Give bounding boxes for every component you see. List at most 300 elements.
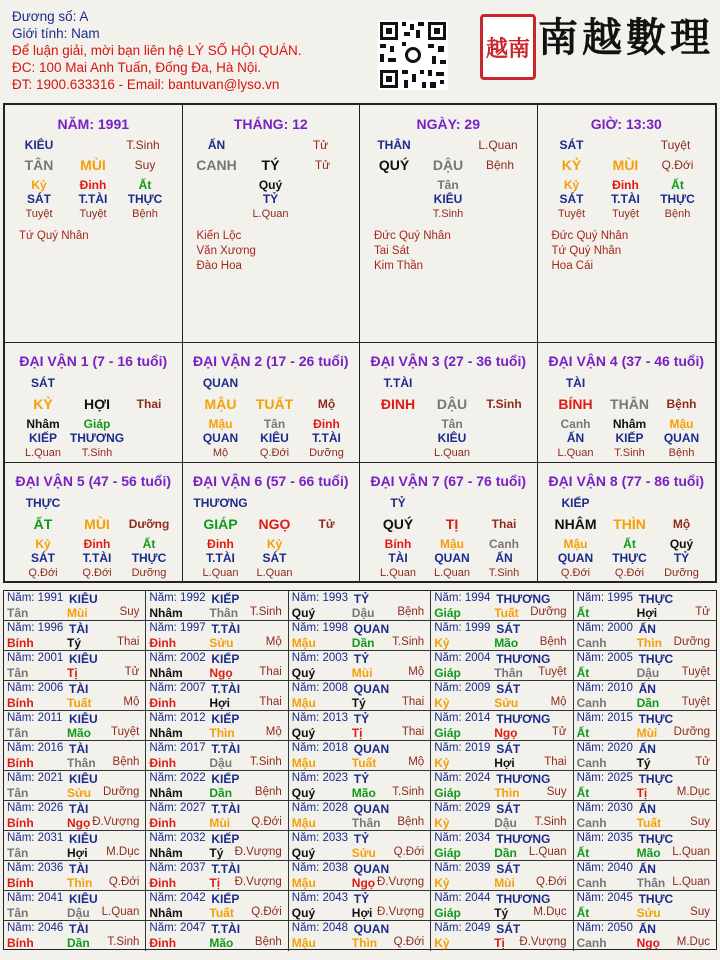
year-branch: Sửu xyxy=(351,846,376,860)
year-cell[interactable] xyxy=(574,891,716,921)
year-cell[interactable] xyxy=(289,801,431,831)
year-stem: Mậu xyxy=(291,936,316,950)
dai-van-title: ĐẠI VẬN 6 (57 - 66 tuổi) xyxy=(192,473,349,489)
year-stage: Thai xyxy=(401,726,425,738)
dai-van-branch: TỊ xyxy=(445,516,459,532)
year-label: Năm: 2012 xyxy=(149,712,206,724)
year-branch: Tị xyxy=(351,726,363,740)
year-stem: Nhâm xyxy=(149,666,183,680)
year-branch: Hợi xyxy=(351,906,373,920)
year-god: KIẾP xyxy=(211,592,240,606)
year-stage: Dưỡng xyxy=(673,726,710,738)
hidden-god: KIÊU xyxy=(433,192,463,206)
year-label: Năm: 2028 xyxy=(291,802,349,814)
year-cell[interactable] xyxy=(146,831,288,861)
hidden-stage: Dưỡng xyxy=(664,567,699,579)
year-cell[interactable] xyxy=(574,801,716,831)
year-branch: Dần xyxy=(209,786,233,800)
year-god: QUAN xyxy=(353,742,390,756)
year-cell[interactable] xyxy=(4,681,146,711)
year-label: Năm: 2002 xyxy=(149,652,206,664)
dai-van-stem: BÍNH xyxy=(558,396,593,412)
hidden-stage: L.Quan xyxy=(433,567,471,579)
year-label: Năm: 2015 xyxy=(576,712,633,724)
year-cell[interactable] xyxy=(146,621,288,651)
year-cell[interactable] xyxy=(431,831,573,861)
year-cell[interactable] xyxy=(146,771,288,801)
dai-van-branch: MÙI xyxy=(84,516,110,532)
year-branch: Thân xyxy=(351,816,381,830)
year-cell[interactable] xyxy=(289,861,431,891)
year-label: Năm: 2027 xyxy=(149,802,206,814)
year-cell[interactable] xyxy=(574,621,716,651)
dai-van-stem: NHÂM xyxy=(554,516,597,532)
year-label: Năm: 1998 xyxy=(291,622,349,634)
year-cell[interactable] xyxy=(4,651,146,681)
year-label: Năm: 2023 xyxy=(291,772,349,784)
year-god: QUAN xyxy=(353,622,390,636)
year-cell[interactable] xyxy=(574,771,716,801)
dai-van-title: ĐẠI VẬN 4 (37 - 46 tuổi) xyxy=(548,353,705,369)
hidden-stage: Tuyệt xyxy=(557,208,586,220)
year-cell[interactable] xyxy=(4,711,146,741)
year-stage: Đ.Vượng xyxy=(376,906,425,918)
year-god: THỰC xyxy=(638,712,674,726)
pillar-stage: T.Sinh xyxy=(126,138,160,152)
year-branch: Mão xyxy=(351,786,376,800)
year-cell[interactable] xyxy=(4,891,146,921)
year-branch: Mùi xyxy=(209,816,231,830)
hidden-stage: T.Sinh xyxy=(614,447,645,459)
year-label: Năm: 2048 xyxy=(291,922,349,934)
year-cell[interactable] xyxy=(4,921,146,951)
year-cell[interactable] xyxy=(146,711,288,741)
year-god: KIÊU xyxy=(69,832,98,846)
pillar-title: THÁNG: 12 xyxy=(233,116,308,132)
year-stage: T.Sinh xyxy=(107,936,140,948)
year-stem: Bính xyxy=(7,816,34,830)
year-cell[interactable] xyxy=(146,861,288,891)
year-cell[interactable] xyxy=(289,681,431,711)
year-stem: Ất xyxy=(576,786,590,800)
year-cell[interactable] xyxy=(431,681,573,711)
year-stem: Bính xyxy=(7,696,34,710)
year-god: THƯƠNG xyxy=(496,772,551,786)
year-stage: Thai xyxy=(401,696,425,708)
dai-van-stem: MẬU xyxy=(204,396,237,412)
year-label: Năm: 2000 xyxy=(576,622,633,634)
star-list xyxy=(197,229,256,274)
star-name: Kim Thần xyxy=(374,260,424,272)
year-label: Năm: 2014 xyxy=(434,712,491,724)
year-cell[interactable] xyxy=(431,741,573,771)
year-cell[interactable] xyxy=(146,741,288,771)
year-god: TÀI xyxy=(69,742,89,756)
year-label: Năm: 2021 xyxy=(7,772,64,784)
year-label: Năm: 2008 xyxy=(291,682,349,694)
year-stem: Ất xyxy=(576,906,590,920)
year-label: Năm: 2039 xyxy=(434,862,491,874)
year-stem: Quý xyxy=(291,786,316,800)
year-stem: Quý xyxy=(291,846,316,860)
year-label: Năm: 2004 xyxy=(434,652,491,664)
hidden-god: T.TÀI xyxy=(611,192,640,206)
year-cell[interactable] xyxy=(574,741,716,771)
year-god: ẤN xyxy=(638,742,656,756)
year-cell[interactable] xyxy=(146,891,288,921)
year-cell[interactable] xyxy=(289,621,431,651)
year-label: Năm: 2044 xyxy=(434,892,491,904)
year-cell[interactable] xyxy=(574,711,716,741)
year-stem: Bính xyxy=(7,636,34,650)
hidden-god: TỶ xyxy=(673,551,690,565)
dai-van-stem: ĐINH xyxy=(380,396,416,412)
year-label: Năm: 2016 xyxy=(7,742,64,754)
year-god: KIÊU xyxy=(69,892,98,906)
dai-van-cell xyxy=(538,463,716,581)
year-branch: Thân xyxy=(636,876,666,890)
year-branch: Dậu xyxy=(67,906,90,920)
year-label: Năm: 2032 xyxy=(149,832,206,844)
year-stem: Ất xyxy=(576,606,590,620)
year-stage: Bệnh xyxy=(112,756,140,768)
hidden-stem: Ất xyxy=(142,537,156,551)
hidden-god: TÀI xyxy=(388,551,408,565)
year-stage: Q.Đới xyxy=(251,906,282,918)
seal-stamp: 越南 xyxy=(480,14,536,80)
year-branch: Tị xyxy=(67,666,78,680)
year-stage: Suy xyxy=(690,816,710,828)
year-god: TỶ xyxy=(353,832,370,846)
year-god: T.TÀI xyxy=(211,862,241,876)
dai-van-god: SÁT xyxy=(31,376,55,390)
year-cell[interactable] xyxy=(146,651,288,681)
year-cell[interactable] xyxy=(431,711,573,741)
year-stage: L.Quan xyxy=(528,846,567,858)
pillar-god: ẤN xyxy=(207,138,226,152)
hidden-god: T.TÀI xyxy=(312,431,341,445)
hidden-stage: L.Quan xyxy=(202,567,239,579)
hidden-god: QUAN xyxy=(202,431,239,445)
hidden-stem: Kỷ xyxy=(31,178,47,192)
year-god: SÁT xyxy=(496,682,521,696)
year-branch: Dần xyxy=(636,696,660,710)
dai-van-cell xyxy=(538,343,716,463)
hidden-stem: Đinh xyxy=(83,537,111,551)
year-cell[interactable] xyxy=(431,801,573,831)
year-god: QUAN xyxy=(353,862,390,876)
hidden-god: QUAN xyxy=(663,431,700,445)
year-label: Năm: 2036 xyxy=(7,862,64,874)
year-stem: Canh xyxy=(576,756,607,770)
year-cell[interactable] xyxy=(431,771,573,801)
hidden-stem: Tân xyxy=(437,178,459,192)
hidden-stem: Quý xyxy=(669,537,694,551)
year-cell[interactable] xyxy=(4,801,146,831)
pillar-branch: MÙI xyxy=(612,157,639,173)
hidden-god: SÁT xyxy=(31,551,55,565)
star-list xyxy=(19,229,89,244)
year-stage: Đ.Vượng xyxy=(234,876,282,888)
year-cell[interactable] xyxy=(431,861,573,891)
year-stem: Đinh xyxy=(149,756,177,770)
year-god: TÀI xyxy=(69,682,89,696)
year-cell[interactable] xyxy=(4,831,146,861)
dai-van-stage: Mộ xyxy=(317,397,336,411)
year-cell[interactable] xyxy=(146,801,288,831)
year-branch: Mùi xyxy=(636,726,658,740)
pillar-branch: DẬU xyxy=(432,157,464,173)
hidden-stem: Đinh xyxy=(79,178,107,192)
dai-van-god: QUAN xyxy=(202,376,239,390)
year-stage: M.Dục xyxy=(676,786,710,798)
year-stage: Thai xyxy=(117,636,140,648)
year-god: THƯƠNG xyxy=(496,592,551,606)
contact-line-1: Để luận giải, mời bạn liên hệ LÝ SỐ HỘI QUÁN. xyxy=(12,43,302,58)
pillar-cell xyxy=(360,105,538,343)
year-stem: Ất xyxy=(576,666,590,680)
year-stem: Mậu xyxy=(291,636,316,650)
dai-van-title: ĐẠI VẬN 5 (47 - 56 tuổi) xyxy=(15,473,172,489)
year-god: TÀI xyxy=(69,802,89,816)
year-stage: Đ.Vượng xyxy=(376,876,425,888)
year-stage: Bệnh xyxy=(539,636,567,648)
hidden-god: T.TÀI xyxy=(78,192,108,206)
year-label: Năm: 1993 xyxy=(291,592,349,604)
year-god: T.TÀI xyxy=(211,682,241,696)
dai-van-title: ĐẠI VẬN 8 (77 - 86 tuổi) xyxy=(548,473,705,489)
year-god: ẤN xyxy=(638,922,656,936)
dai-van-title: ĐẠI VẬN 7 (67 - 76 tuổi) xyxy=(370,473,527,489)
bazi-grid xyxy=(3,103,717,583)
year-god: TỶ xyxy=(353,712,370,726)
year-cell[interactable] xyxy=(289,771,431,801)
dai-van-stage: Mộ xyxy=(672,517,691,531)
year-label: Năm: 2011 xyxy=(7,712,63,724)
year-god: T.TÀI xyxy=(211,802,241,816)
year-label: Năm: 2049 xyxy=(434,922,491,934)
dai-van-stem: ẤT xyxy=(33,516,53,532)
year-stem: Quý xyxy=(291,666,316,680)
year-god: QUAN xyxy=(353,682,390,696)
star-name: Đức Quý Nhân xyxy=(374,230,451,242)
year-stem: Nhâm xyxy=(149,606,183,620)
year-label: Năm: 2030 xyxy=(576,802,633,814)
hidden-god: QUAN xyxy=(557,551,594,565)
dai-van-cell xyxy=(5,463,183,581)
year-branch: Ngọ xyxy=(351,876,376,890)
year-stem: Đinh xyxy=(149,816,177,830)
year-label: Năm: 2017 xyxy=(149,742,206,754)
year-stem: Mậu xyxy=(291,756,316,770)
dai-van-stage: Bệnh xyxy=(666,397,697,411)
year-stage: Mộ xyxy=(408,756,425,768)
year-stage: Tử xyxy=(124,666,140,678)
year-god: QUAN xyxy=(353,922,390,936)
year-label: Năm: 2010 xyxy=(576,682,633,694)
hidden-god: T.TÀI xyxy=(82,551,112,565)
year-branch: Mùi xyxy=(351,666,373,680)
hidden-stage: Bệnh xyxy=(132,208,158,220)
hidden-god: QUAN xyxy=(434,551,470,565)
year-branch: Sửu xyxy=(636,906,661,920)
pillar-title: GIỜ: 13:30 xyxy=(590,116,662,132)
year-stage: Q.Đới xyxy=(393,846,425,858)
year-branch: Mão xyxy=(67,726,91,740)
year-label: Năm: 2040 xyxy=(576,862,633,874)
year-cell[interactable] xyxy=(4,621,146,651)
year-stage: Bệnh xyxy=(397,606,425,618)
hidden-god: SÁT xyxy=(559,192,584,206)
year-stem: Ất xyxy=(576,726,590,740)
year-cell[interactable] xyxy=(431,591,573,621)
year-god: T.TÀI xyxy=(211,922,241,936)
year-god: QUAN xyxy=(353,802,390,816)
year-stage: T.Sinh xyxy=(392,636,425,648)
dai-van-branch: NGỌ xyxy=(258,516,291,532)
year-label: Năm: 1994 xyxy=(434,592,491,604)
year-cell[interactable] xyxy=(431,921,573,951)
year-stem: Đinh xyxy=(149,936,177,950)
year-stem: Nhâm xyxy=(149,906,183,920)
year-label: Năm: 1997 xyxy=(149,622,206,634)
year-cell[interactable] xyxy=(4,741,146,771)
year-cell[interactable] xyxy=(574,861,716,891)
year-branch: Dần xyxy=(67,936,90,950)
year-label: Năm: 1991 xyxy=(7,592,64,604)
year-cell[interactable] xyxy=(289,651,431,681)
year-stage: Mộ xyxy=(123,696,140,708)
year-branch: Thân xyxy=(67,756,96,770)
year-stem: Bính xyxy=(7,756,34,770)
pillar-branch-stage: Tử xyxy=(314,158,331,172)
qr-code-icon[interactable] xyxy=(378,20,448,90)
year-god: TỶ xyxy=(353,772,370,786)
hidden-stage: Mộ xyxy=(212,447,229,459)
star-list xyxy=(374,229,451,274)
pillar-god: THÂN xyxy=(377,138,411,152)
year-branch: Mão xyxy=(494,636,519,650)
year-label: Năm: 1992 xyxy=(149,592,206,604)
year-stem: Giáp xyxy=(434,846,461,860)
year-branch: Ngọ xyxy=(636,936,660,950)
hidden-stem: Ất xyxy=(623,537,636,551)
pillar-title: NGÀY: 29 xyxy=(416,116,481,132)
year-stage: Tử xyxy=(551,726,567,738)
pillar-branch: MÙI xyxy=(80,157,106,173)
year-label: Năm: 2050 xyxy=(576,922,633,934)
year-stem: Mậu xyxy=(291,816,316,830)
year-stage: Suy xyxy=(690,906,710,918)
year-stem: Tân xyxy=(7,846,29,860)
year-stem: Canh xyxy=(576,696,607,710)
year-label: Năm: 1999 xyxy=(434,622,491,634)
hidden-stage: Bệnh xyxy=(664,208,691,220)
pillar-stem: TÂN xyxy=(24,157,54,173)
year-cell[interactable] xyxy=(289,711,431,741)
dai-van-branch: TUẤT xyxy=(255,396,294,412)
year-stage: M.Dục xyxy=(676,936,710,948)
hidden-stage: L.Quan xyxy=(256,567,293,579)
hidden-god: SÁT xyxy=(27,192,51,206)
year-cell[interactable] xyxy=(431,651,573,681)
year-cell[interactable] xyxy=(4,591,146,621)
year-cell[interactable] xyxy=(289,891,431,921)
hidden-god: THƯƠNG xyxy=(69,431,125,445)
year-label: Năm: 2031 xyxy=(7,832,64,844)
year-label: Năm: 2034 xyxy=(434,832,491,844)
year-cell[interactable] xyxy=(146,681,288,711)
dai-van-stem: QUÝ xyxy=(382,516,414,532)
year-stem: Kỷ xyxy=(434,876,450,890)
dai-van-stage: Thai xyxy=(136,397,162,411)
year-branch: Hợi xyxy=(67,846,88,860)
year-cell[interactable] xyxy=(289,741,431,771)
hidden-stage: L.Quan xyxy=(24,447,62,459)
year-cell[interactable] xyxy=(146,921,288,951)
year-cell[interactable] xyxy=(431,621,573,651)
year-cell[interactable] xyxy=(146,591,288,621)
year-label: Năm: 2025 xyxy=(576,772,633,784)
year-branch: Tuất xyxy=(209,906,234,920)
year-branch: Thìn xyxy=(351,936,378,950)
year-cell[interactable] xyxy=(574,591,716,621)
year-cell[interactable] xyxy=(574,921,716,951)
year-cell[interactable] xyxy=(4,771,146,801)
year-cell[interactable] xyxy=(4,861,146,891)
year-label: Năm: 2045 xyxy=(576,892,633,904)
hidden-stage: Tuyệt xyxy=(25,208,53,220)
year-label: Năm: 2009 xyxy=(434,682,491,694)
dai-van-branch: DẬU xyxy=(436,396,468,412)
hidden-god: THỰC xyxy=(131,551,167,565)
year-cell[interactable] xyxy=(289,921,431,951)
year-stem: Tân xyxy=(7,606,29,620)
year-label: Năm: 2013 xyxy=(291,712,349,724)
hidden-god: ẤN xyxy=(495,551,513,565)
year-stage: Thai xyxy=(544,756,567,768)
year-branch: Dậu xyxy=(209,756,233,770)
dai-van-stem: GIÁP xyxy=(203,516,238,532)
year-label: Năm: 2047 xyxy=(149,922,206,934)
year-stem: Tân xyxy=(7,666,29,680)
year-cell[interactable] xyxy=(574,681,716,711)
hidden-stage: T.Sinh xyxy=(81,447,113,459)
year-branch: Dần xyxy=(351,636,375,650)
year-stem: Nhâm xyxy=(149,726,183,740)
year-cell[interactable] xyxy=(289,831,431,861)
year-branch: Hợi xyxy=(494,756,515,770)
year-cell[interactable] xyxy=(289,591,431,621)
hidden-stem: Ất xyxy=(671,178,684,192)
year-god: TỶ xyxy=(353,652,370,666)
year-god: ẤN xyxy=(638,622,656,636)
year-cell[interactable] xyxy=(574,651,716,681)
year-cell[interactable] xyxy=(431,891,573,921)
year-label: Năm: 2024 xyxy=(434,772,491,784)
year-stem: Canh xyxy=(576,936,607,950)
year-cell[interactable] xyxy=(574,831,716,861)
gioi-tinh: Giới tính: Nam xyxy=(12,26,100,41)
year-stage: T.Sinh xyxy=(249,756,282,768)
year-branch: Thân xyxy=(494,666,523,680)
year-stage: Q.Đới xyxy=(393,936,425,948)
year-stage: Đ.Vượng xyxy=(234,846,282,858)
year-god: TÀI xyxy=(69,922,89,936)
hidden-stem: Ất xyxy=(138,178,152,192)
year-god: KIẾP xyxy=(211,712,240,726)
year-stem: Canh xyxy=(576,876,607,890)
